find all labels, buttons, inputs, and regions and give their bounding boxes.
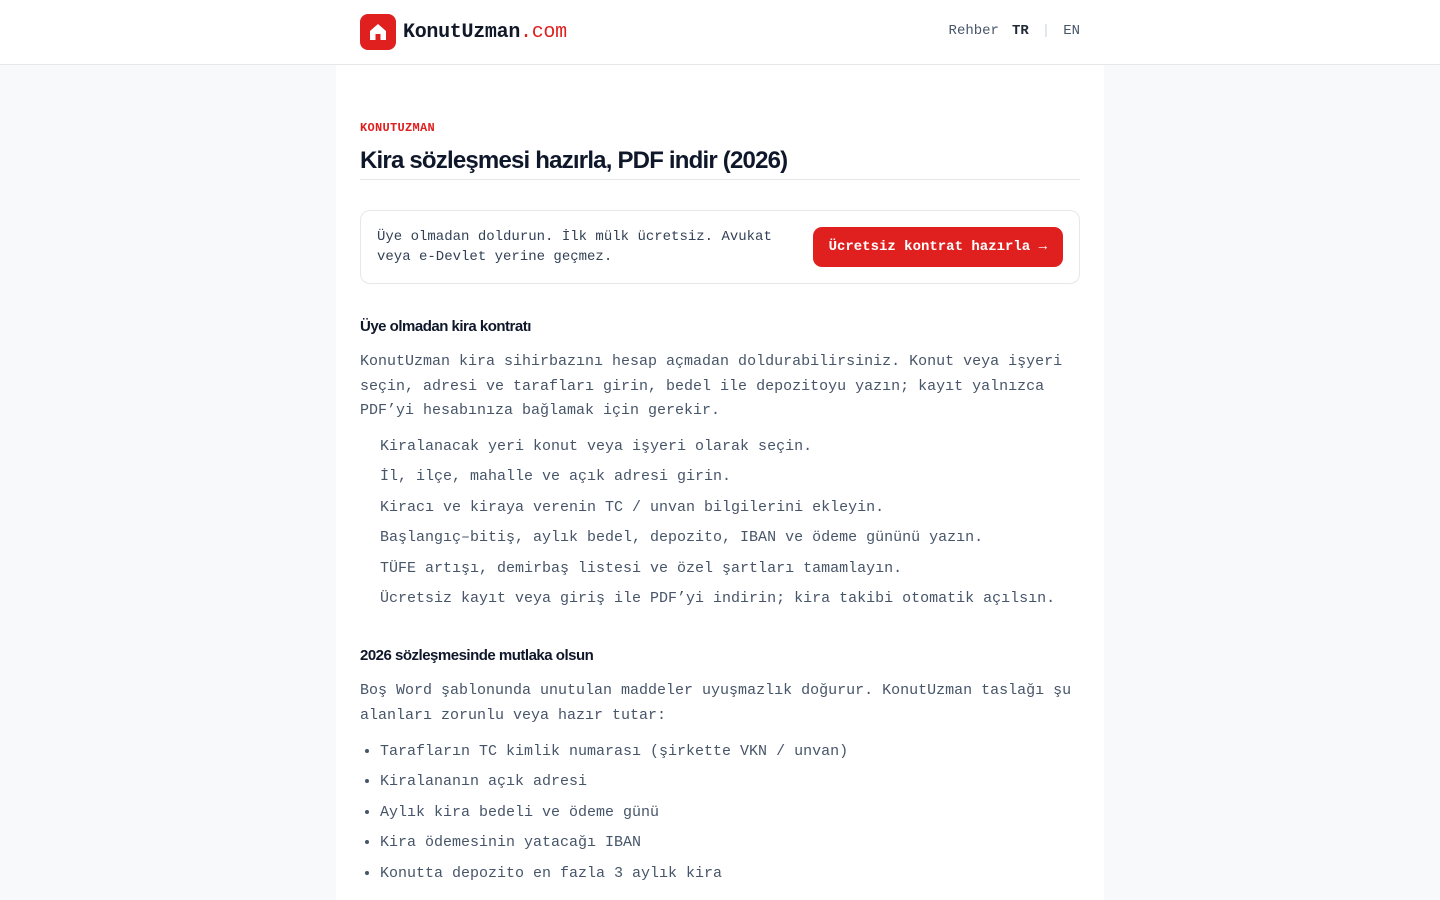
list-item: • Kira ödemesinin yatacağı IBAN bbox=[380, 828, 1080, 858]
logo-text bbox=[403, 21, 567, 44]
logo-name: KonutUzman bbox=[403, 20, 521, 44]
top-nav bbox=[949, 21, 1080, 41]
cta-text: Üye olmadan doldurun. İlk mülk ücretsiz. Avukat veya e-Devlet yerine geçmez. bbox=[377, 229, 772, 265]
lang-tr-link[interactable]: TR bbox=[1011, 23, 1029, 39]
section-body-no-signup: KonutUzman kira sihirbazını hesap açmadan doldurabilirsiniz. Konut veya işyeri seçin, adresi ve tarafları girin, bedel ile depozitoyu yazın; kayıt yalnızca PDF’yi hesabınıza bağlamak için gerekir. bbox=[360, 353, 1063, 419]
list-item: • Aylık kira bedeli ve ödeme günü bbox=[380, 798, 1080, 828]
top-bar bbox=[0, 0, 1440, 65]
page-title: Kira sözleşmesi hazırla, PDF indir (2026) bbox=[360, 146, 1080, 180]
section-title-no-signup: Üye olmadan kira kontratı bbox=[360, 318, 531, 335]
section-body-must-haves: Boş Word şablonunda unutulan maddeler uyuşmazlık doğurur. KonutUzman taslağı şu alanları zorunlu veya hazır tutar: bbox=[360, 682, 1072, 724]
list-item: Kiralanacak yeri konut veya işyeri olarak seçin. bbox=[380, 438, 813, 455]
cta-card bbox=[360, 210, 1080, 284]
list-item: • Tarafların TC kimlik numarası (şirkette VKN / unvan) bbox=[380, 737, 1080, 767]
house-icon bbox=[360, 14, 396, 50]
list-item: Kiracı ve kiraya verenin TC / unvan bilgilerini ekleyin. bbox=[380, 498, 885, 516]
logo-link[interactable] bbox=[360, 14, 567, 50]
must-haves-list bbox=[380, 737, 1080, 889]
list-item: TÜFE artışı, demirbaş listesi ve özel şartları tamamlayın. bbox=[380, 559, 903, 577]
page-eyebrow: KONUTUZMAN bbox=[360, 121, 436, 135]
list-item: Ücretsiz kayıt veya giriş ile PDF’yi indirin; kira takibi otomatik açılsın. bbox=[380, 589, 1056, 607]
list-item: • Kiralananın açık adresi bbox=[380, 767, 1080, 797]
section-title-must-haves: 2026 sözleşmesinde mutlaka olsun bbox=[360, 647, 594, 664]
steps-list bbox=[380, 432, 1080, 614]
logo-tld: .com bbox=[520, 20, 567, 44]
list-item: • Konutta depozito en fazla 3 aylık kira bbox=[380, 859, 1080, 889]
nav-guide-link[interactable]: Rehber bbox=[948, 23, 999, 39]
lang-separator: | bbox=[1041, 23, 1051, 39]
create-contract-button[interactable]: Ücretsiz kontrat hazırla → bbox=[813, 227, 1063, 267]
main-content bbox=[336, 65, 1104, 900]
list-item: İl, ilçe, mahalle ve açık adresi girin. bbox=[380, 468, 732, 486]
list-item: Başlangıç–bitiş, aylık bedel, depozito, IBAN ve ödeme gününü yazın. bbox=[380, 529, 984, 547]
lang-en-link[interactable]: EN bbox=[1063, 23, 1080, 39]
